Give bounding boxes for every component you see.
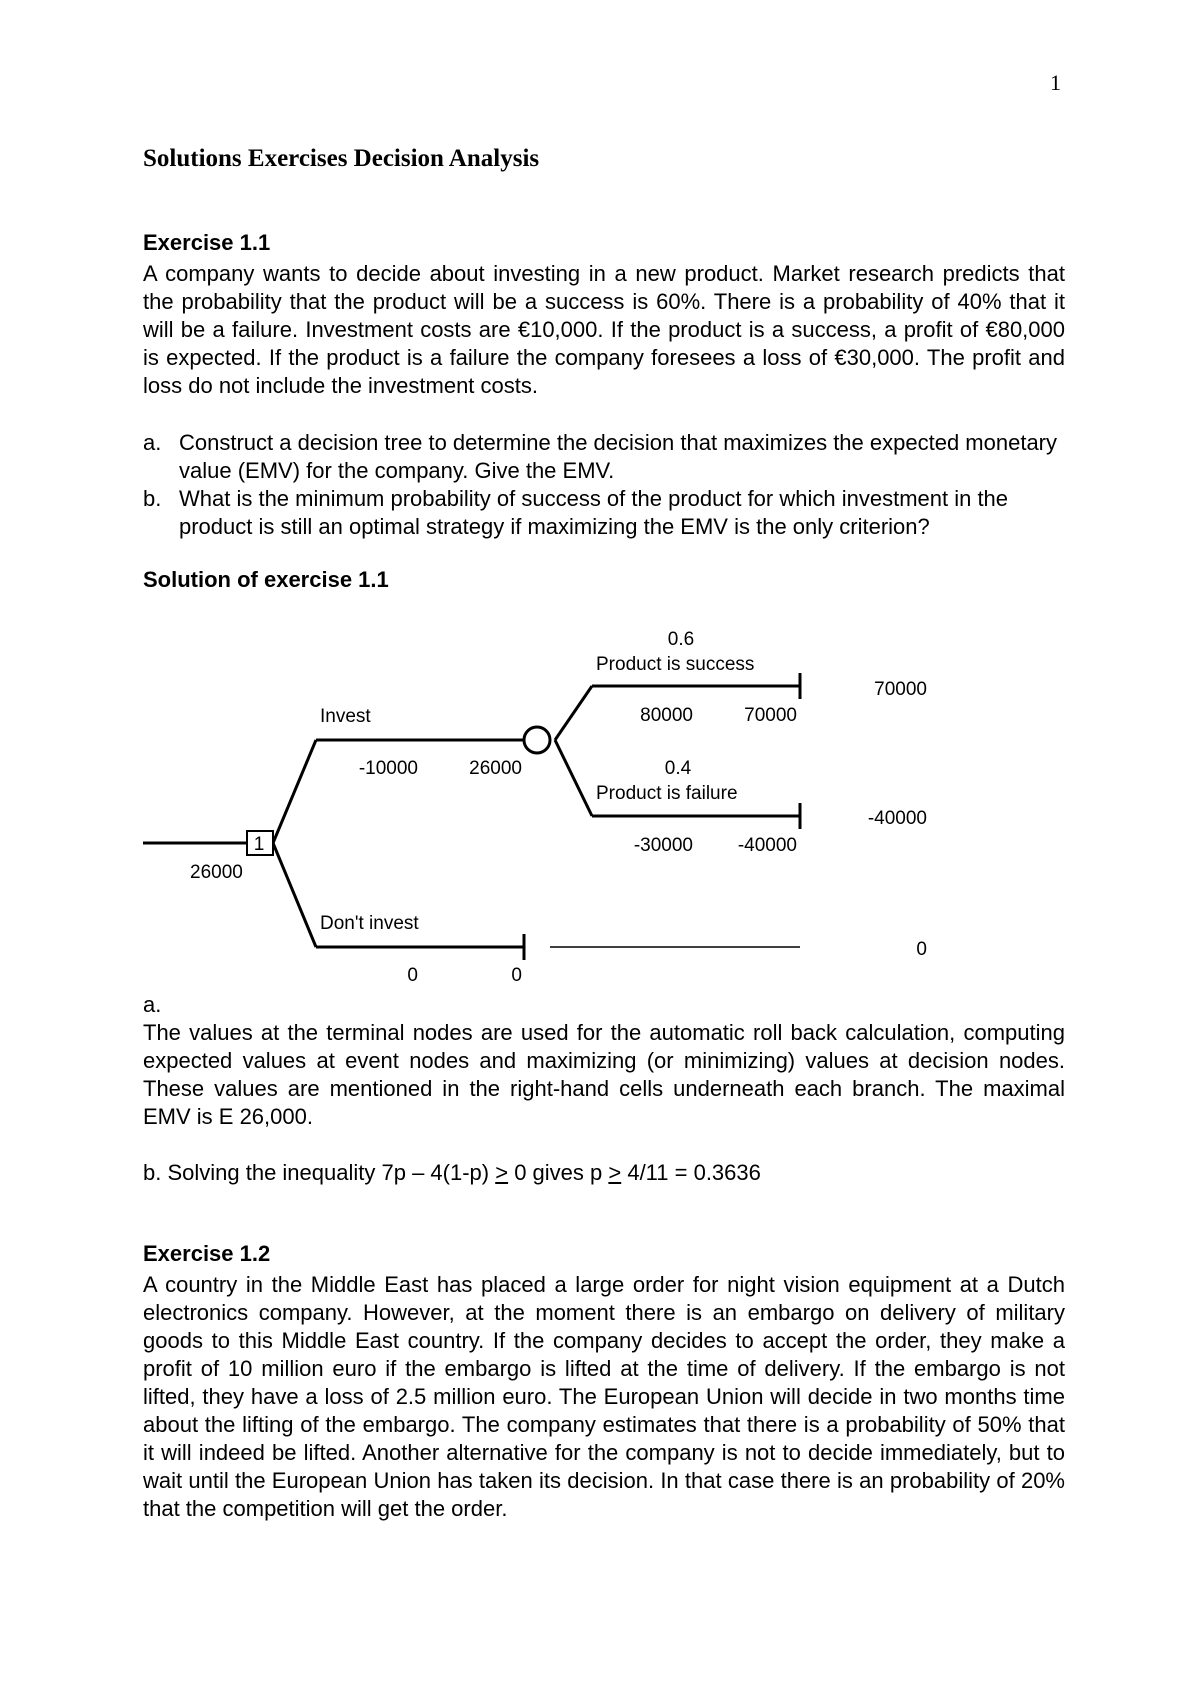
invest-label: Invest [320, 706, 371, 727]
success-value: 70000 [744, 705, 797, 726]
part-a-text: The values at the terminal nodes are used for the automatic roll back calculation, computing expected values at event nodes and maximizing (or minimizing) values at decision nodes. These values are mentioned in the right-hand cells underneath each branch. The maximal EMV is E 26,000. [143, 1020, 1065, 1129]
tree-branches [143, 673, 800, 960]
chance-node [524, 727, 550, 753]
decision-tree-diagram [0, 600, 1200, 1000]
failure-branch-diagonal [555, 740, 592, 816]
failure-label: Product is failure [596, 783, 738, 804]
success-profit: 80000 [640, 705, 693, 726]
question-b-text: What is the minimum probability of success of the product for which investment in the product is still an optimal strategy if maximizing the EMV is the only criterion? [179, 486, 1009, 539]
root-value: 26000 [190, 862, 243, 883]
failure-value: -40000 [737, 835, 797, 856]
success-terminal-value: 70000 [874, 679, 927, 700]
failure-profit: -30000 [633, 835, 693, 856]
decision-node-label: 1 [253, 834, 265, 855]
failure-probability: 0.4 [664, 758, 692, 779]
part-b-suffix: 4/11 = 0.3636 [621, 1160, 761, 1185]
question-b-marker: b. [143, 486, 162, 511]
question-a-text: Construct a decision tree to determine the decision that maximizes the expected monetary value (EMV) for the company. Give the EMV. [179, 430, 1058, 483]
exercise-1-1-text: A company wants to decide about investing in a new product. Market research predicts that the probability that the product will be a success is 60%. There is a probability of 40% that it will be a failure. Investment costs are €10,000. If the product is a success, a profit of €80,000 is expected. If the product is a failure the company foresees a loss of €30,000. The profit and loss do not include the investment costs. [143, 261, 1065, 398]
dont-invest-cost: 0 [407, 965, 418, 986]
question-a [143, 429, 1065, 485]
exercise-1-2-heading: Exercise 1.2 [143, 1241, 271, 1266]
invest-value: 26000 [469, 758, 522, 779]
greater-equal-symbol-1: > [495, 1160, 509, 1185]
success-probability: 0.6 [667, 629, 695, 650]
part-b-text [143, 1159, 1065, 1187]
exercise-1-1-questions [143, 429, 1065, 541]
success-branch-diagonal [555, 686, 592, 740]
greater-equal-symbol-2: > [608, 1160, 622, 1185]
question-a-marker: a. [143, 430, 162, 455]
success-label: Product is success [596, 654, 755, 675]
solution-1-1-heading: Solution of exercise 1.1 [143, 567, 389, 592]
invest-cost: -10000 [358, 758, 418, 779]
exercise-1-2-text: A country in the Middle East has placed a large order for night vision equipment at a Dutch electronics company. However, at the moment there is an embargo on delivery of military goods to this Middle East country. If the company decides to accept the order, they make a profit of 10 million euro if the embargo is lifted at the time of delivery. If the embargo is not lifted, they have a loss of 2.5 million euro. The European Union will decide in two months time about the lifting of the embargo. The company estimates that there is a probability of 50% that it will indeed be lifted. Another alternative for the company is not to decide immediately, but to wait until the European Union has taken its decision. In that case there is an probability of 20% that the competition will get the order. [143, 1272, 1065, 1521]
page-number: 1 [1050, 70, 1061, 95]
part-a-label: a. [143, 992, 162, 1017]
dont-invest-label: Don't invest [320, 913, 419, 934]
dont-invest-value: 0 [511, 965, 522, 986]
part-b-middle: 0 gives p [508, 1160, 609, 1185]
dont-invest-branch-diagonal [273, 843, 316, 947]
failure-terminal-value: -40000 [867, 808, 927, 829]
question-b [143, 485, 1065, 541]
exercise-1-1-heading: Exercise 1.1 [143, 230, 271, 255]
invest-branch-diagonal [273, 740, 316, 843]
dont-invest-terminal-value: 0 [916, 939, 927, 960]
document-title: Solutions Exercises Decision Analysis [143, 145, 540, 172]
part-b-prefix: b. Solving the inequality 7p – 4(1-p) [143, 1160, 496, 1185]
